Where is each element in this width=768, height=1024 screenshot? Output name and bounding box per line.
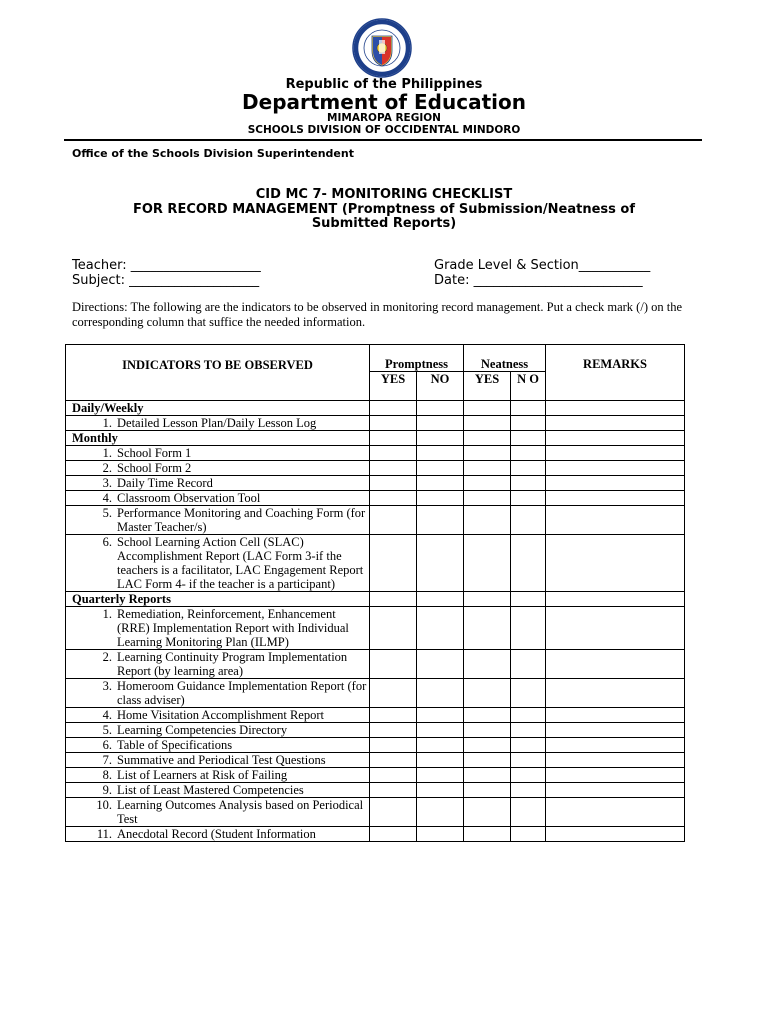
- neatness-no-cell[interactable]: [511, 798, 546, 827]
- neatness-yes-cell[interactable]: [464, 506, 511, 535]
- indicator-label: School Learning Action Cell (SLAC) Accomplishment Report (LAC Form 3-if the teachers is a facilitator, LAC Engagement Report LAC Form 4- if the teacher is a participant): [117, 535, 364, 591]
- date-field[interactable]: Date: __________________________: [434, 273, 643, 288]
- indicator-label: School Form 1: [117, 446, 192, 460]
- promptness-yes-cell[interactable]: [370, 607, 417, 650]
- remarks-cell[interactable]: [546, 506, 685, 535]
- promptness-no-cell[interactable]: [417, 650, 464, 679]
- indicator-cell: [66, 827, 370, 842]
- indicator-number: 1.: [102, 446, 112, 460]
- indicator-label: Table of Specifications: [117, 738, 233, 752]
- indicator-label: List of Learners at Risk of Failing: [117, 768, 288, 782]
- table-row: [66, 650, 685, 679]
- remarks-cell[interactable]: [546, 723, 685, 738]
- remarks-cell[interactable]: [546, 708, 685, 723]
- promptness-yes-cell[interactable]: [370, 592, 417, 607]
- table-row: [66, 446, 685, 461]
- header-promptness: Promptness: [370, 345, 464, 372]
- promptness-yes-cell[interactable]: [370, 446, 417, 461]
- section-label: Daily/Weekly: [66, 401, 370, 416]
- neatness-no-cell[interactable]: [511, 431, 546, 446]
- indicator-number: 2.: [102, 461, 112, 475]
- indicator-label: Summative and Periodical Test Questions: [117, 753, 326, 767]
- table-row: [66, 768, 685, 783]
- promptness-no-cell[interactable]: [417, 827, 464, 842]
- neatness-no-cell[interactable]: [511, 753, 546, 768]
- indicator-number: 1.: [102, 607, 112, 621]
- remarks-cell[interactable]: [546, 401, 685, 416]
- table-row: [66, 783, 685, 798]
- indicator-label: Learning Competencies Directory: [117, 723, 288, 737]
- header-promptness-yes: YES: [370, 372, 417, 401]
- promptness-no-cell[interactable]: [417, 783, 464, 798]
- indicator-label: Performance Monitoring and Coaching Form (for Master Teacher/s): [117, 506, 366, 534]
- indicator-label: Classroom Observation Tool: [117, 491, 261, 505]
- promptness-yes-cell[interactable]: [370, 768, 417, 783]
- neatness-no-cell[interactable]: [511, 416, 546, 431]
- remarks-cell[interactable]: [546, 607, 685, 650]
- neatness-yes-cell[interactable]: [464, 401, 511, 416]
- indicator-cell: [66, 535, 370, 592]
- indicator-number: 8.: [102, 768, 112, 782]
- neatness-yes-cell[interactable]: [464, 607, 511, 650]
- header-promptness-no: NO: [417, 372, 464, 401]
- directions-text: Directions: The following are the indicators to be observed in monitoring record management. Put a check mark (/) on the corresponding column that suffice the needed information.: [72, 300, 683, 329]
- indicator-cell: [66, 738, 370, 753]
- promptness-yes-cell[interactable]: [370, 461, 417, 476]
- indicator-number: 6.: [102, 738, 112, 752]
- indicator-cell: [66, 768, 370, 783]
- remarks-cell[interactable]: [546, 768, 685, 783]
- neatness-yes-cell[interactable]: [464, 535, 511, 592]
- promptness-no-cell[interactable]: [417, 798, 464, 827]
- indicator-number: 4.: [102, 708, 112, 722]
- section-row: [66, 592, 685, 607]
- indicator-cell: [66, 607, 370, 650]
- indicator-cell: [66, 723, 370, 738]
- indicator-cell: [66, 708, 370, 723]
- table-row: [66, 476, 685, 491]
- neatness-no-cell[interactable]: [511, 650, 546, 679]
- neatness-no-cell[interactable]: [511, 461, 546, 476]
- indicator-cell: [66, 798, 370, 827]
- remarks-cell[interactable]: [546, 431, 685, 446]
- remarks-cell[interactable]: [546, 679, 685, 708]
- table-row: [66, 827, 685, 842]
- table-row: [66, 461, 685, 476]
- indicator-cell: [66, 461, 370, 476]
- svg-text:•: •: [380, 23, 384, 28]
- remarks-cell[interactable]: [546, 783, 685, 798]
- indicator-number: 6.: [102, 535, 112, 549]
- neatness-no-cell[interactable]: [511, 592, 546, 607]
- table-row: [66, 679, 685, 708]
- indicator-cell: [66, 506, 370, 535]
- indicator-cell: [66, 783, 370, 798]
- deped-seal-logo: [343, 18, 421, 78]
- neatness-no-cell[interactable]: [511, 506, 546, 535]
- neatness-no-cell[interactable]: [511, 491, 546, 506]
- indicator-number: 5.: [102, 506, 112, 520]
- document-title-line3: Submitted Reports): [311, 216, 457, 231]
- neatness-yes-cell[interactable]: [464, 446, 511, 461]
- table-row: [66, 753, 685, 768]
- promptness-yes-cell[interactable]: [370, 476, 417, 491]
- neatness-yes-cell[interactable]: [464, 461, 511, 476]
- promptness-no-cell[interactable]: [417, 607, 464, 650]
- indicator-label: School Form 2: [117, 461, 192, 475]
- promptness-no-cell[interactable]: [417, 491, 464, 506]
- table-row: [66, 506, 685, 535]
- section-label: Monthly: [66, 431, 370, 446]
- indicator-label: Detailed Lesson Plan/Daily Lesson Log: [117, 416, 317, 430]
- promptness-no-cell[interactable]: [417, 476, 464, 491]
- indicator-label: Anecdotal Record (Student Information: [117, 827, 316, 841]
- promptness-yes-cell[interactable]: [370, 491, 417, 506]
- neatness-yes-cell[interactable]: [464, 650, 511, 679]
- indicator-label: Remediation, Reinforcement, Enhancement (RRE) Implementation Report with Individual Learning Monitoring Plan (ILMP): [117, 607, 349, 649]
- section-row: [66, 401, 685, 416]
- table-row: [66, 723, 685, 738]
- table-row: [66, 416, 685, 431]
- header-neatness-yes: YES: [464, 372, 511, 401]
- table-row: [66, 491, 685, 506]
- promptness-yes-cell[interactable]: [370, 650, 417, 679]
- indicator-cell: [66, 446, 370, 461]
- indicator-cell: [66, 476, 370, 491]
- neatness-yes-cell[interactable]: [464, 827, 511, 842]
- promptness-no-cell[interactable]: [417, 708, 464, 723]
- neatness-yes-cell[interactable]: [464, 738, 511, 753]
- indicator-cell: [66, 753, 370, 768]
- indicator-number: 4.: [102, 491, 112, 505]
- promptness-no-cell[interactable]: [417, 753, 464, 768]
- promptness-yes-cell[interactable]: [370, 723, 417, 738]
- neatness-no-cell[interactable]: [511, 607, 546, 650]
- promptness-no-cell[interactable]: [417, 446, 464, 461]
- promptness-no-cell[interactable]: [417, 723, 464, 738]
- promptness-yes-cell[interactable]: [370, 416, 417, 431]
- promptness-yes-cell[interactable]: [370, 798, 417, 827]
- indicator-number: 10.: [96, 798, 112, 812]
- promptness-yes-cell[interactable]: [370, 679, 417, 708]
- neatness-no-cell[interactable]: [511, 446, 546, 461]
- neatness-yes-cell[interactable]: [464, 416, 511, 431]
- indicator-number: 3.: [102, 679, 112, 693]
- neatness-no-cell[interactable]: [511, 768, 546, 783]
- promptness-no-cell[interactable]: [417, 431, 464, 446]
- promptness-no-cell[interactable]: [417, 592, 464, 607]
- neatness-yes-cell[interactable]: [464, 491, 511, 506]
- remarks-cell[interactable]: [546, 753, 685, 768]
- promptness-no-cell[interactable]: [417, 738, 464, 753]
- promptness-no-cell[interactable]: [417, 506, 464, 535]
- header-remarks: REMARKS: [546, 345, 685, 401]
- remarks-cell[interactable]: [546, 491, 685, 506]
- section-row: [66, 431, 685, 446]
- teacher-field[interactable]: Teacher: ____________________: [72, 258, 261, 273]
- promptness-yes-cell[interactable]: [370, 827, 417, 842]
- neatness-no-cell[interactable]: [511, 708, 546, 723]
- promptness-no-cell[interactable]: [417, 461, 464, 476]
- remarks-cell[interactable]: [546, 461, 685, 476]
- document-title-line2: FOR RECORD MANAGEMENT (Promptness of Submission/Neatness of: [132, 202, 636, 217]
- promptness-yes-cell[interactable]: [370, 401, 417, 416]
- indicator-cell: [66, 416, 370, 431]
- header-divider: [64, 139, 702, 141]
- table-row: [66, 798, 685, 827]
- promptness-yes-cell[interactable]: [370, 708, 417, 723]
- remarks-cell[interactable]: [546, 416, 685, 431]
- neatness-no-cell[interactable]: [511, 738, 546, 753]
- neatness-no-cell[interactable]: [511, 401, 546, 416]
- indicator-number: 1.: [102, 416, 112, 430]
- promptness-yes-cell[interactable]: [370, 738, 417, 753]
- neatness-yes-cell[interactable]: [464, 783, 511, 798]
- remarks-cell[interactable]: [546, 592, 685, 607]
- republic-heading: Republic of the Philippines: [285, 77, 483, 92]
- table-row: [66, 607, 685, 650]
- neatness-yes-cell[interactable]: [464, 753, 511, 768]
- indicator-number: 9.: [102, 783, 112, 797]
- neatness-no-cell[interactable]: [511, 535, 546, 592]
- promptness-yes-cell[interactable]: [370, 783, 417, 798]
- neatness-no-cell[interactable]: [511, 679, 546, 708]
- indicator-number: 2.: [102, 650, 112, 664]
- indicator-label: Learning Continuity Program Implementation Report (by learning area): [117, 650, 348, 678]
- indicator-number: 5.: [102, 723, 112, 737]
- indicator-number: 7.: [102, 753, 112, 767]
- division-heading: SCHOOLS DIVISION OF OCCIDENTAL MINDORO: [247, 124, 521, 136]
- indicator-cell: [66, 650, 370, 679]
- neatness-yes-cell[interactable]: [464, 723, 511, 738]
- promptness-no-cell[interactable]: [417, 401, 464, 416]
- indicator-label: Home Visitation Accomplishment Report: [117, 708, 324, 722]
- neatness-yes-cell[interactable]: [464, 592, 511, 607]
- indicator-cell: [66, 491, 370, 506]
- promptness-no-cell[interactable]: [417, 535, 464, 592]
- promptness-yes-cell[interactable]: [370, 753, 417, 768]
- header-neatness: Neatness: [464, 345, 546, 372]
- grade-section-field[interactable]: Grade Level & Section___________: [434, 258, 651, 273]
- neatness-yes-cell[interactable]: [464, 708, 511, 723]
- subject-field[interactable]: Subject: ____________________: [72, 273, 260, 288]
- section-label: Quarterly Reports: [66, 592, 370, 607]
- neatness-no-cell[interactable]: [511, 723, 546, 738]
- table-row: [66, 535, 685, 592]
- remarks-cell[interactable]: [546, 476, 685, 491]
- promptness-yes-cell[interactable]: [370, 431, 417, 446]
- indicator-label: Homeroom Guidance Implementation Report (for class adviser): [117, 679, 367, 707]
- promptness-yes-cell[interactable]: [370, 506, 417, 535]
- indicator-label: Daily Time Record: [117, 476, 213, 490]
- neatness-no-cell[interactable]: [511, 783, 546, 798]
- table-row: [66, 738, 685, 753]
- table-row: [66, 708, 685, 723]
- indicator-label: List of Least Mastered Competencies: [117, 783, 304, 797]
- indicator-number: 11.: [96, 827, 112, 841]
- neatness-no-cell[interactable]: [511, 476, 546, 491]
- neatness-yes-cell[interactable]: [464, 679, 511, 708]
- promptness-no-cell[interactable]: [417, 768, 464, 783]
- neatness-yes-cell[interactable]: [464, 798, 511, 827]
- indicator-number: 3.: [102, 476, 112, 490]
- remarks-cell[interactable]: [546, 738, 685, 753]
- indicator-label: Learning Outcomes Analysis based on Periodical Test: [117, 798, 364, 826]
- office-label: Office of the Schools Division Superintendent: [72, 147, 354, 160]
- remarks-cell[interactable]: [546, 650, 685, 679]
- region-heading: MIMAROPA REGION: [327, 112, 441, 124]
- header-neatness-no: N O: [511, 372, 546, 401]
- remarks-cell[interactable]: [546, 446, 685, 461]
- promptness-no-cell[interactable]: [417, 679, 464, 708]
- document-title-line1: CID MC 7- MONITORING CHECKLIST: [255, 187, 513, 202]
- remarks-cell[interactable]: [546, 827, 685, 842]
- promptness-no-cell[interactable]: [417, 416, 464, 431]
- promptness-yes-cell[interactable]: [370, 535, 417, 592]
- monitoring-checklist-table: [65, 344, 685, 842]
- neatness-yes-cell[interactable]: [464, 768, 511, 783]
- neatness-no-cell[interactable]: [511, 827, 546, 842]
- remarks-cell[interactable]: [546, 535, 685, 592]
- neatness-yes-cell[interactable]: [464, 476, 511, 491]
- header-indicators: INDICATORS TO BE OBSERVED: [66, 345, 370, 401]
- remarks-cell[interactable]: [546, 798, 685, 827]
- indicator-cell: [66, 679, 370, 708]
- neatness-yes-cell[interactable]: [464, 431, 511, 446]
- department-heading: Department of Education: [242, 90, 526, 114]
